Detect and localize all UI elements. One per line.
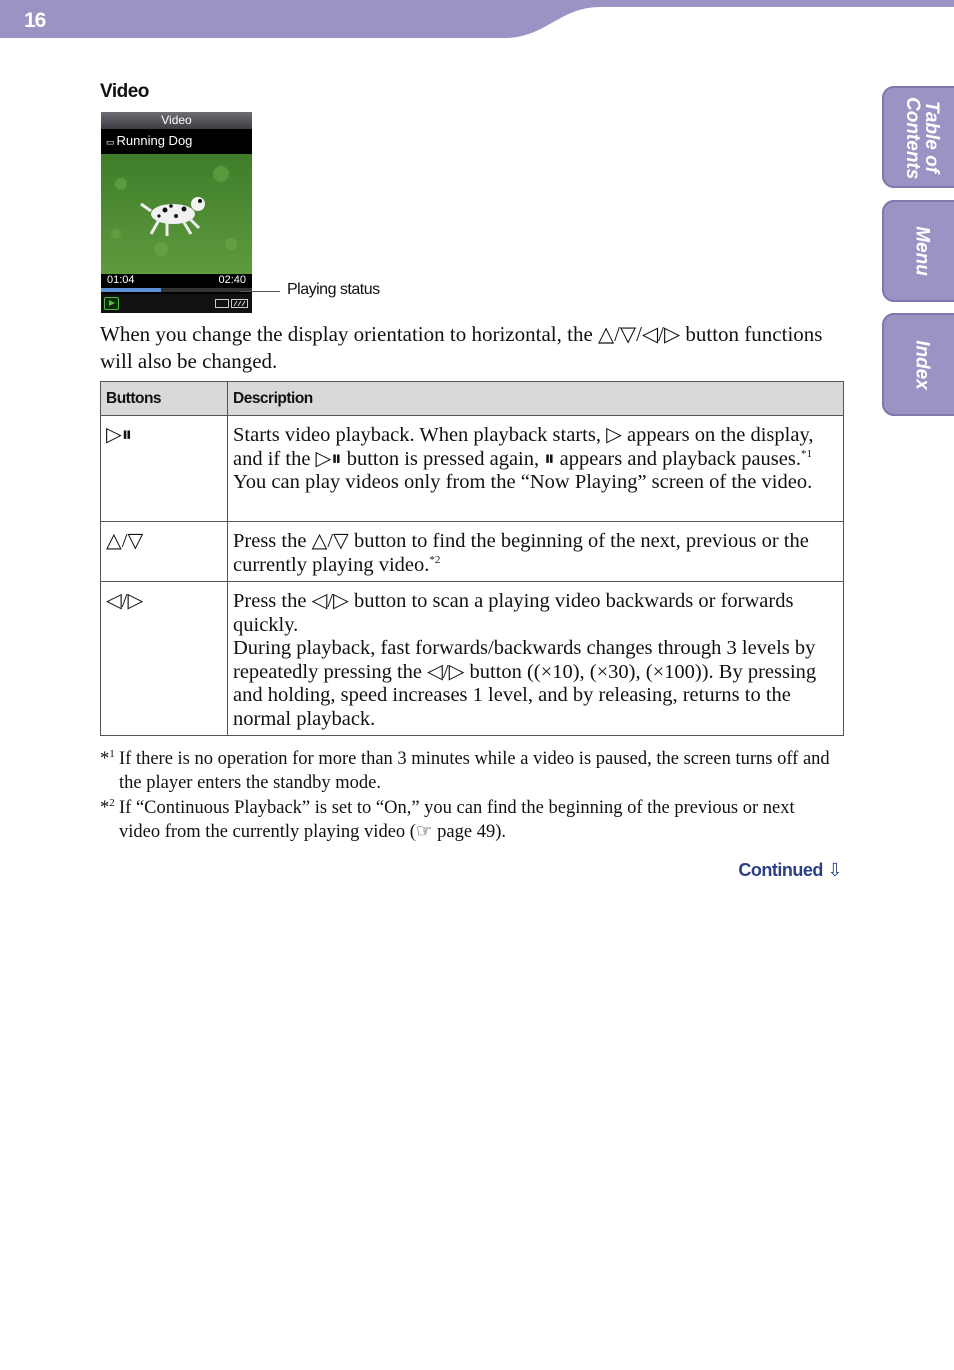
page-reference-icon: ☞ [415,822,433,842]
tab-index-label: Index [911,339,933,390]
table-row [101,582,844,736]
play-status-icon [104,297,119,310]
tab-menu-label: Menu [911,226,933,276]
battery-icon [215,299,249,308]
header-buttons: Buttons [101,382,228,416]
screen-elapsed-time: 01:04 [107,274,135,286]
screen-track [101,130,252,152]
footnote-text: If there is no operation for more than 3 minutes while a video is paused, the screen turns off and the player enters the standby mode. [119,749,830,793]
screen-status-bar [101,294,252,313]
tab-index[interactable] [882,313,954,416]
playing-status-callout: Playing status [287,281,380,298]
footnote-1 [100,747,830,795]
screen-title: Video [101,112,252,129]
page-number: 16 [24,9,46,32]
footnote-mark: * [100,749,110,769]
footnote-number: 1 [109,747,115,760]
footnote-number: 2 [109,796,115,809]
row-description: Starts video playback. When playback starts, ▷ appears on the display, and if the ▷⏸ button is pressed again, ⏸ appears and playback pauses.$^{*1}$ You can play videos only from the “Now Playing” screen of the video. [228,416,844,522]
play-pause-button-icon: ▷⏸ [101,416,228,522]
footnote-2 [100,796,830,844]
intro-text: When you change the display orientation to horizontal, the [100,322,599,346]
tab-menu[interactable] [882,200,954,302]
screen-track-title: Running Dog [116,133,193,148]
header-bar [0,0,954,40]
direction-buttons-icon: △/▽/◁/▷ [598,322,681,346]
continued-indicator [738,860,842,881]
footnote-ref: *2 [429,553,441,566]
left-right-icon: ◁/▷ [311,590,349,612]
screen-progress-fill [101,288,161,292]
screen-total-time: 02:40 [218,274,246,286]
up-down-button-icon: △/▽ [101,522,228,582]
table-row [101,522,844,582]
table-row [101,416,844,522]
continued-label: Continued [738,860,823,880]
footnote-ref: *1 [801,447,812,460]
left-right-icon: ◁/▷ [427,660,465,683]
row-description: Press the ◁/▷ button to scan a playing video backwards or forwards quickly. During playback, fast forwards/backwards changes through 3 levels by repeatedly pressing the ◁/▷ button ((×10), (×30), (×100)). By pressing and holding, speed increases 1 level, and by releasing, returns to the normal playback. [228,582,844,736]
play-pause-icon: ▷⏸ [315,447,342,470]
intro-paragraph [100,321,840,375]
callout-leader-line [240,291,280,292]
row-description: Press the △/▽ button to find the beginning of the next, previous or the currently playing video.$^{*2}$ [228,522,844,582]
table-header-row [101,382,844,416]
tab-table-of-contents[interactable] [882,86,954,188]
header-description: Description [228,382,844,416]
footnote-text: If “Continuous Playback” is set to “On,” you can find the beginning of the previous or next video from the currently playing video (☞ page 49). [119,798,795,842]
footnote-mark: * [100,798,110,818]
arrow-down-icon: ⇩ [827,860,842,880]
video-file-icon: ▭ [106,137,115,147]
intro-text-end: button functions will also be changed. [100,322,823,373]
up-down-icon: △/▽ [311,530,349,552]
left-right-button-icon: ◁/▷ [101,582,228,736]
page-reference-link[interactable]: page 49). [432,822,507,842]
button-functions-table [100,381,844,736]
tab-table-of-contents-label: Table of Contents [902,97,942,180]
section-heading: Video [100,81,149,102]
play-icon: ▷ [606,424,622,446]
player-screen-illustration [101,112,252,313]
pause-icon: ⏸ [544,447,555,470]
